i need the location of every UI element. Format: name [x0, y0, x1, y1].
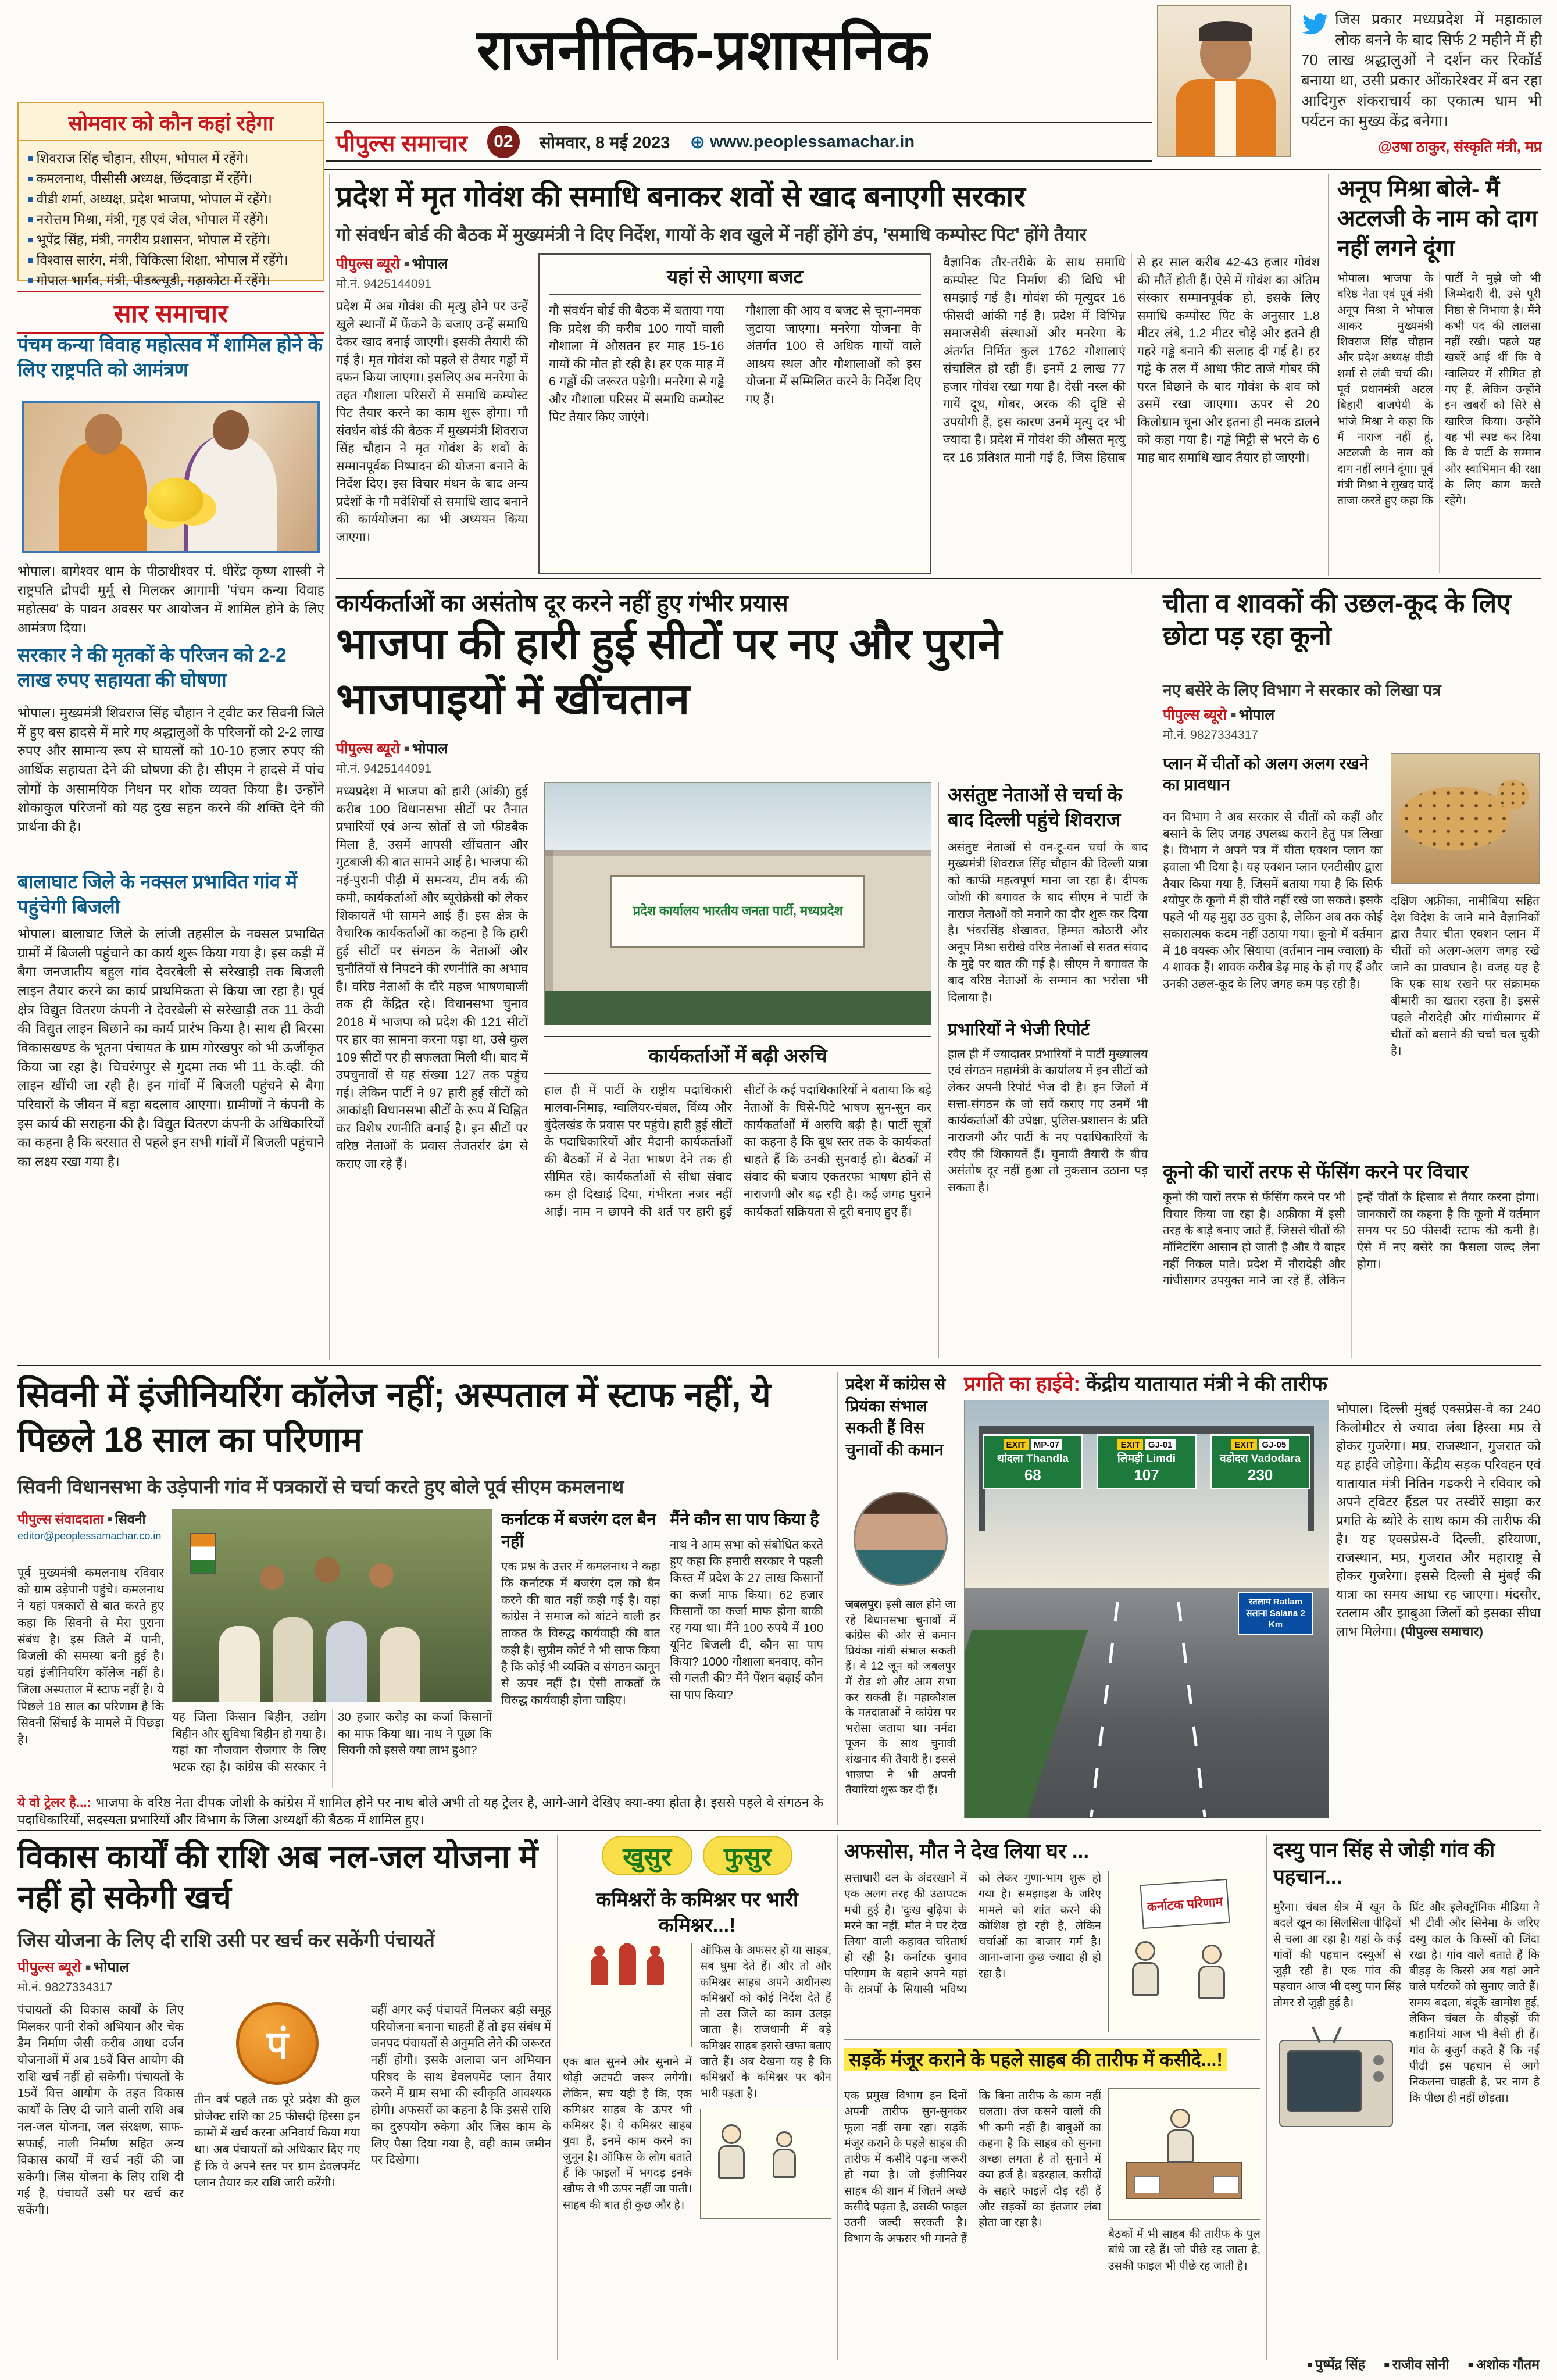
sadak-body-2: बैठकों में भी साहब की तारीफ के पुल बांधे जा रहे हैं। जो पीछे रह जाता है, उसकी फाइल भी पीछे रह जाती है।	[1108, 2228, 1260, 2272]
tv-screen	[1287, 2050, 1362, 2112]
cartoon-figure	[1135, 1941, 1155, 1961]
face	[315, 1557, 340, 1583]
divider	[17, 1365, 1541, 1366]
exit-sign: EXIT MP-07 थांदला Thandla 68	[983, 1434, 1083, 1489]
highway-headline-red: प्रगति का हाईवे:	[964, 1373, 1080, 1395]
pandit-figure	[59, 441, 147, 551]
crowd	[219, 1614, 452, 1702]
khusur-headline: कमिश्नरों के कमिश्नर पर भारी कमिश्नर...!	[596, 1889, 798, 1937]
byline-phone: मो.नं. 9425144091	[336, 762, 431, 776]
brief1-caption: भोपाल। बागेश्वर धाम के पीठाधीश्वर पं. धीरेंद्र कृष्ण शास्त्री ने राष्ट्रपति द्रौपदी मुर्मू से मिलकर आगामी 'पंचम कन्या विवाह महोत्सव' के पावन अवसर पर आयोजन में शामिल होने के लिए आमंत्रण दिया।	[17, 563, 324, 635]
trailer-label: ये वो ट्रेलर है...:	[17, 1795, 92, 1810]
bouquet	[148, 478, 203, 522]
cheetah-byline: पीपुल्स ब्यूरो ■ भोपाल मो.नं. 9827334317	[1163, 705, 1540, 743]
divider	[837, 1372, 838, 1825]
figure	[326, 1621, 367, 1702]
brief3-body: भोपाल। बालाघाट जिले के लांजी तहसील के नक्सल प्रभावित ग्रामों में बिजली पहुंचाने का कार्य शुरू किया गया है। इस कड़ी में बैगा जनजातीय बहुल गांव देवरबेली से सरेखाड़ी तक बिजली लाइन तैयार करने का कार्य प्राथमिकता से किया जा रहा है। पूर्व क्षेत्र विद्युत वितरण कंपनी ने देवरबेली से सरेखाड़ी तक 11 केवी की विद्युत लाइन बिछाने का कार्य प्रारंभ किया है। साथ ही बिरसा विकासखण्ड के भूतना पंचायत के ग्राम गोरखपुर को भी ऊर्जीकृत किया जा रहा है। चिचरंगपुर से गुदमा तक भी 11 के.व्ही. की लाइन खींची जा रही है। इन गांवों में बिजली पहुंचने से बैगा परिवारों के जीवन में बड़ा बदलाव आएगा। ग्रामीणों ने कंपनी के इस कार्य की सराहना की है। विद्युत वितरण कंपनी के अधिकारियों का कहना है कि बरसात से पहले इन सभी गांवों में बिजली पहुंचाने का लक्ष्य रखा गया है।	[17, 926, 324, 1169]
fencing-headline: कूनो की चारों तरफ से फेंसिंग करने पर विचार	[1163, 1161, 1469, 1182]
tweet-text: जिस प्रकार मध्यप्रदेश में महाकाल लोक बनने के बाद सिर्फ 2 महीने में ही 70 लाख श्रद्धालुओं ने दर्शन कर रिकॉर्ड बनाया था, उसी प्रकार ओंकारेश्वर में बन रहा आदिगुरु शंकराचार्य का एकात्म धाम भी पर्यटन का मुख्य केंद्र बनेगा।	[1301, 10, 1542, 130]
divider	[938, 782, 939, 1358]
seoni-byline-block: पीपुल्स संवाददाता ■ सिवनी editor@peoplessamachar.co.in	[17, 1509, 164, 1542]
naljal-col1: पंचायतों की विकास कार्यों के लिए मिलकर पानी रोको अभियान और चेक डैम निर्माण जैसी करीब आधा दर्जन योजनाओं में अब 15वें वित्त आयोग की राशि खर्च नहीं हो सकेगी। पंचायतों के 15वें वित्त आयोग के तहत विकास कार्यों के लिए दी जाने वाली राशि अब नल-जल योजना, जल संरक्षण, साफ-सफाई, नाली निर्माण सहित अन्य विकास कार्यों में खर्च नहीं की जा सकेगी। जिस योजना के लिए राशि दी गई है, पंचायतें उसी पर खर्च कर सकेंगी।	[17, 2003, 184, 2217]
seoni-subhead: सिवनी विधानसभा के उड़ेपानी गांव में पत्रकारों से चर्चा करते हुए बोले पूर्व सीएम कमलनाथ	[17, 1476, 624, 1498]
photo-credit: (पीपुल्स समाचार)	[1400, 1624, 1484, 1639]
chess-pawn-icon	[619, 1943, 636, 1985]
sadak-headline: सड़कें मंजूर कराने के पहले साहब की तारीफ में कसीदे...!	[844, 2047, 1260, 2072]
divider	[17, 1830, 1541, 1831]
byline-phone: मो.नं. 9425144091	[336, 277, 431, 291]
bjp-byline-block: पीपुल्स ब्यूरो ■ भोपाल मो.नं. 9425144091	[336, 738, 528, 777]
priyanka-body: जबलपुर। इसी साल होने जा रहे विधानसभा चुनावों में कांग्रेस की ओर से कमान प्रियंका गांधी संभाल सकती हैं। वे 12 जून को जबलपुर में रोड शो और आम सभा कर सकती हैं। महाकौशल के मतदाताओं ने कांग्रेस पर भरोसा जताया था। नर्मदा पूजन के साथ चुनावी शंखनाद की तैयारी है। इससे भाजपा ने भी अपनी तैयारियां शुरू कर दी हैं।	[845, 1599, 956, 1797]
divider	[329, 174, 330, 1360]
page-number-badge: 02	[487, 126, 520, 158]
aruchi-box	[544, 1036, 931, 1358]
byline-phone: मो.नं. 9827334317	[1163, 728, 1258, 742]
website-link: ⊕ www.peoplessamachar.in	[690, 131, 915, 153]
cartoon-figure	[1202, 1945, 1222, 1964]
schedule-item: ■ शिवराज सिंह चौहान, सीएम, भोपाल में रहेंगे।	[28, 148, 314, 169]
gantry	[979, 1426, 1314, 1434]
schedule-title: सोमवार को कौन कहां रहेगा	[19, 103, 323, 141]
naljal-headline: विकास कार्यों की राशि अब नल-जल योजना में नहीं हो सकेगी खर्च	[17, 1839, 538, 1916]
lead-body: प्रदेश में अब गोवंश की मृत्यु होने पर उन्हें खुले स्थानों में फेंकने के बजाए उन्हें समाधि देकर खाद बनाई जाएगी। इसकी तैयारी की गई है। मृत गोवंश को पहले से तैयार गड्ढों में दफन किया जाएगा। इसलिए अब मनरेगा के तहत गौशाला परिसरों में समाधि कम्पोस्ट पिट तैयार करने का काम शुरू होगा। गौ संवर्धन बोर्ड की बैठक में मुख्यमंत्री शिवराज सिंह चौहान ने मृत गोवंश के शवों के सम्मानपूर्वक निष्पादन की योजना बनाने के निर्देश दिए। इस विचार मंथन के बाद अन्य प्रदेशों के गौ मवेशियों से समाधि खाद बनाने की कार्ययोजना का भी अध्ययन किया जाएगा।	[336, 299, 528, 544]
cheetah-plan-headline: प्लान में चीतों को अलग अलग रखने का प्रावधान	[1163, 755, 1369, 794]
flag	[190, 1533, 216, 1574]
paap-column	[670, 1509, 823, 1788]
cartoon-board: कर्नाटक परिणाम	[1140, 1879, 1230, 1929]
schedule-item: ■ कमलनाथ, पीसीसी अध्यक्ष, छिंदवाड़ा में रहेंगे।	[28, 169, 314, 189]
paap-headline: मैंने कौन सा पाप किया है	[670, 1510, 819, 1529]
chess-pawn-icon	[591, 1955, 608, 1985]
byline-email: editor@peoplessamachar.co.in	[17, 1530, 162, 1542]
cheetah-body-shape	[1399, 787, 1510, 850]
aruchi-body: हाल ही में पार्टी के राष्ट्रीय पदाधिकारी मालवा-निमाड़, ग्वालियर-चंबल, विंध्य और बुंदेलखंड के प्रवास पर पहुंचे। हारी हुई सीटों के पदाधिकारियों और मैदानी कार्यकर्ताओं की बैठकों में वे नेता भाषण देने तक ही सीमित रहे। कार्यकर्ताओं से सीधा संवाद कम ही दिखाई दिया, गंभीरता नजर नहीं आई। नाम न छापने की शर्त पर हारी हुई सीटों के कई पदाधिकारियों ने बताया कि बड़े नेताओं के घिसे-पिटे भाषण सुन-सुन कर कार्यकर्ताओं में अरुचि बढ़ी है। पार्टी सूत्रों का कहना है कि बूथ स्तर तक के कार्यकर्ता चाहते हैं कि उनकी सुनवाई हो। बैठकों में संवाद की बजाय एकतरफा भाषण होने से नाराजगी और बढ़ रही है। कई जगह पुराने कार्यकर्ता सक्रियता से दूरी बनाए हुए हैं।	[544, 1084, 931, 1218]
dateline: जबलपुर।	[845, 1599, 883, 1611]
khusur-col2: ऑफिस के अफसर हों या साहब, सब घुमा देते हैं। और तो और कमिश्नर साहब अपने अधीनस्थ कमिश्नरों को कोई निर्देश देते हैं तो उस जिले का काम उलझ जाता है। राजधानी में बड़े कमिश्नर साहब इससे खफा बताए जाते हैं। अब देखना यह है कि कमिश्नरों के कमिश्नर पर कौन भारी पड़ता है।	[700, 1943, 831, 2360]
antenna	[1333, 2027, 1342, 2043]
columnist-credits	[1209, 2354, 1540, 2373]
cheetah-headline: चीता व शावकों की उछल-कूद के लिए छोटा पड़ रहा कूनो	[1163, 588, 1512, 651]
khusur-col1: एक बात सुनने और सुनाने में थोड़ी अटपटी जरूर लगेगी। लेकिन, सच यही है कि, एक कमिश्नर साहब के ऊपर भी कमिश्नर हैं। ये कमिश्नर साहब युवा हैं, इनमें काम करने का जुनून है। ऑफिस के लोग बताते हैं कि फाइलों में भगदड़ इनके खौफ से भी ऊपर नहीं जा पाती। साहब की बात ही कुछ और है।	[563, 1943, 692, 2360]
figure	[273, 1617, 313, 1702]
divider	[837, 1835, 838, 2360]
schedule-item: ■ भूपेंद्र सिंह, मंत्री, नगरीय प्रशासन, भोपाल में रहेंगे।	[28, 230, 314, 250]
schedule-item: ■ गोपाल भार्गव, मंत्री, पीडब्ल्यूडी, गढ़ाकोटा में रहेंगे।	[28, 270, 314, 291]
anup-headline: अनूप मिश्रा बोले- मैं अटलजी के नाम को दाग नहीं लगने दूंगा	[1337, 176, 1538, 262]
shivraj-headline: असंतुष्ट नेताओं से चर्चा के बाद दिल्ली पहुंचे शिवराज	[948, 784, 1122, 830]
lead-subhead: गो संवर्धन बोर्ड की बैठक में मुख्यमंत्री ने दिए निर्देश, गायों के शव खुले में नहीं होंगे डंप, 'समाधि कम्पोस्ट पिट' होंगे तैयार	[336, 224, 1087, 245]
seoni-below-photo: यह जिला किसान बिहीन, उद्योग बिहीन और सुविधा बिहीन हो गया है। यहां का नौजवान रोजगार के लिए भटक रहा है। कांग्रेस की सरकार ने 30 हजार करोड़ का कर्जा किसानों का माफ किया था। नाथ ने पूछा कि सिवनी को इससे क्या लाभ हुआ?	[172, 1710, 492, 1774]
anup-body: भोपाल। भाजपा के वरिष्ठ नेता एवं पूर्व मंत्री अनूप मिश्रा ने भोपाल आकर मुख्यमंत्री शिवराज सिंह चौहान और प्रदेश अध्यक्ष वीडी शर्मा से लंबी चर्चा की। पूर्व प्रधानमंत्री अटल बिहारी वाजपेयी के भांजे मिश्रा ने कहा कि मैं नाराज नहीं हूं, अटलजी के नाम को दाग नहीं लगने दूंगा। पूर्व मंत्री मिश्रा ने सुखद यादें ताजा करते हुए कहा कि पार्टी ने मुझे जो भी जिम्मेदारी दी, उसे पूरी निष्ठा से निभाया है। मैंने कभी पद की लालसा नहीं रखी। पहले यह खबरें आई थीं कि वे ग्वालियर में सीमित हो गए हैं, लेकिन उन्होंने इन खबरों को सिरे से खारिज किया। उन्होंने यह भी स्पष्ट कर दिया कि वे पार्टी के सम्मान और स्वाभिमान की रक्षा के लिए काम करते रहेंगे।	[1337, 272, 1541, 508]
highway-headline	[964, 1370, 1541, 1397]
karnataka-headline: कर्नाटक में बजरंग दल बैन नहीं	[501, 1510, 656, 1551]
president-invitation-photo	[22, 401, 320, 553]
fusur-pill: फुसुर	[703, 1836, 792, 1875]
exit-signs	[983, 1434, 1310, 1489]
naljal-col2: पं तीन वर्ष पहले तक पूरे प्रदेश की कुल प्रोजेक्ट राशि का 25 फीसदी हिस्सा इन कामों में खर्च करना अनिवार्य किया गया था। अब पंचायतों को अधिकार दिए गए हैं कि वे अपने स्तर पर ग्राम डेवलपमेंट प्लान तैयार कर राशि जारी करेंगी।	[194, 2002, 360, 2360]
cartoon-figure	[1132, 1962, 1159, 1996]
bjp-office-photo	[544, 782, 931, 1025]
bjp-column-1: मध्यप्रदेश में भाजपा को हारी (आंकी) हुई करीब 100 विधानसभा सीटों पर तैनात प्रभारियों एवं अन्य स्रोतों से जो फीडबैक मिला है, उसमें आपसी खींचतान और गुटबाजी की बात सामने आई है। भाजपा की नई-पुरानी पीढ़ी में समन्वय, टीम वर्क की कमी, कार्यकर्ताओं और ब्यूरोक्रेसी को लेकर शिकायतें भी सामने आई हैं। इस क्षेत्र के वैचारिक कार्यकर्ताओं का कहना है कि हारी हुई सीटों पर संगठन के नेताओं और चुनौतियों से निपटने की रणनीति का अभाव है। वरिष्ठ नेताओं के दौरे महज भाषणबाजी तक ही केंद्रित रहे। विधानसभा चुनाव 2018 में भाजपा को प्रदेश की 121 सीटों पर हार का सामना करना पड़ा था, उसे कुल 109 सीटों पर ही सफलता मिली थी। बाद में उपचुनावों से यह संख्या 127 तक पहुंच गई। लेकिन पार्टी ने 97 हारी हुई सीटों को आकांक्षी विधानसभा सीटों के रूप में चिह्नित कर विशेष रणनीति बनाई है। इन सीटों पर वरिष्ठ नेताओं के प्रवास तेजतर्रार ढंग से कराए जा रहे हैं।	[336, 784, 528, 1171]
divider	[844, 2039, 1260, 2040]
cheetah-subhead: नए बसेरे के लिए विभाग ने सरकार को लिखा पत्र	[1163, 681, 1441, 699]
papers	[1213, 2176, 1239, 2193]
lead-column-1	[336, 253, 528, 574]
credit-name: ■ राजीव सोनी	[1384, 2357, 1449, 2372]
sky	[545, 783, 931, 850]
aruchi-title: कार्यकर्ताओं में बढ़ी अरुचि	[544, 1036, 931, 1074]
tv-cartoon	[1273, 2020, 1399, 2134]
byline-phone: मो.नं. 9827334317	[17, 1981, 113, 1994]
budget-box-col1: गौ संवर्धन बोर्ड की बैठक में बताया गया कि प्रदेश की करीब 100 गायों वाली गौशाला में औसतन हर माह 15-16 गायों की मौत हो रही है। हर एक माह में 6 गड्ढों की जरूरत पड़ेगी। मनरेगा से गड्ढे और गौशाला परिसर में समाधि कम्पोस्ट पिट तैयार किए जाएंगे।	[549, 303, 724, 424]
report-headline: प्रभारियों ने भेजी रिपोर्ट	[948, 1020, 1090, 1039]
twitter-icon	[1301, 10, 1329, 41]
commissioner-cartoon-2	[700, 2109, 831, 2219]
cheetah-head-shape	[1497, 780, 1529, 810]
lead-headline: प्रदेश में मृत गोवंश की समाधि बनाकर शवों से खाद बनाएगी सरकार	[336, 180, 1026, 213]
afsos-headline: अफसोस, मौत ने देख लिया घर ...	[844, 1840, 1090, 1863]
khusur-pill: खुसुर	[602, 1836, 692, 1875]
chess-pawn-icon	[647, 1955, 664, 1985]
schedule-box	[17, 102, 324, 288]
brief3-headline: बालाघाट जिले के नक्सल प्रभावित गांव में पहुंचेगी बिजली	[17, 871, 297, 917]
dasyu-headline: दस्यु पान सिंह से जोड़ी गांव की पहचान...	[1273, 1839, 1495, 1888]
priyanka-photo	[854, 1492, 948, 1586]
dasyu-col2: प्रिंट और इलेक्ट्रॉनिक मीडिया ने भी टीवी और सिनेमा के जरिए दस्यु काल के किस्सों को जिंदा रखा है। गांव वाले बताते हैं कि बीहड़ के किस्से अब यहां आने वाले पर्यटकों को सुनाए जाते हैं। समय बदला, बंदूकें खामोश हुईं, लेकिन चंबल के बीहड़ों की कहानियां आज भी वैसी ही हैं। गांव के बुजुर्ग कहते हैं कि नई पीढ़ी इस पहचान से आगे निकलना चाहती है, पर नाम है कि पीछा ही नहीं छोड़ता।	[1409, 1901, 1540, 2104]
sadak-body: एक प्रमुख विभाग इन दिनों अपनी तारीफ सुन-सुनकर फूला नहीं समा रहा। सड़कें मंजूर कराने के पहले साहब की तारीफ में कसीदे पढ़ना जरूरी हो गया है। जो इंजीनियर साहब की शान में जितने अच्छे कसीदे पढ़ता है, उसकी फाइल उतनी जल्दी सरकती है। विभाग के अफसर भी मानते हैं कि बिना तारीफ के काम नहीं चलता। तंज कसने वालों की भी कमी नहीं है। बाबुओं का कहना है कि साहब को सुनना अच्छा लगता है तो सुनाने में क्या हर्ज है। बहरहाल, कसीदों के सहारे फाइलें दौड़ रही हैं और सड़कों का इंतजार लंबा होता जा रहा है।	[844, 2089, 1101, 2245]
tv-knob	[1373, 2055, 1384, 2065]
byline: पीपुल्स ब्यूरो ■ भोपाल	[336, 253, 528, 273]
tv-icon	[1279, 2040, 1393, 2127]
schedule-item: ■ नरोत्तम मिश्रा, मंत्री, गृह एवं जेल, भोपाल में रहेंगे।	[28, 209, 314, 230]
seoni-column-1: पूर्व मुख्यमंत्री कमलनाथ रविवार को ग्राम उड़ेपानी पहुंचे। कमलनाथ ने यहां पत्रकारों से बात करते हुए कहा कि सिवनी से मेरा पुराना संबंध है। इस जिले में पानी, बिजली की समस्या बनी हुई है। यहां इंजीनियरिंग कॉलेज नहीं है। जिला अस्पताल में स्टाफ नहीं है। ये पिछले 18 साल का परिणाम है कि सिवनी सिंचाई के मामले में पिछड़ा है।	[17, 1566, 164, 1746]
priyanka-headline: प्रदेश में कांग्रेस से प्रियंका संभाल सकती हैं विस चुनावों की कमान	[845, 1375, 946, 1459]
highway-photo	[964, 1400, 1329, 1818]
edition-date: सोमवार, 8 मई 2023	[539, 133, 670, 152]
cartoon-figure	[773, 2149, 796, 2178]
cheetah-body-text: वन विभाग ने अब सरकार से चीतों को कहीं और बसाने के लिए जगह उपलब्ध कराने हेतु पत्र लिखा है। विभाग ने अपने पत्र में चीता एक्शन प्लान का हवाला भी दिया है। यह एक्शन प्लान एनटीसीए द्वारा तैयार किया गया है, जिसमें बताया गया है कि सिर्फ श्योपुर के कूनो में ही चीते नहीं रखे जा सकते। इसके पहले भी यह मुद्दा उठ चुका है, लेकिन अब तक कोई सकारात्मक कदम नहीं उठाया गया। कूनो में वर्तमान में 18 वयस्क और सियाया (वर्तमान नाम ज्वाला) के 4 शावक हैं। शावक करीब डेढ़ माह के हो गए हैं और उनकी उछल-कूद के लिए जगह कम पड़ रही है।	[1163, 810, 1383, 991]
karnataka-result-cartoon	[1108, 1871, 1260, 2032]
highway-headline-black: केंद्रीय यातायात मंत्री ने की तारीफ	[1085, 1373, 1327, 1395]
antenna	[1312, 2027, 1321, 2043]
minister-photo	[1157, 5, 1291, 157]
cartoon-figure	[718, 2145, 745, 2179]
pandit-face	[85, 414, 122, 455]
minister-hair	[1199, 21, 1252, 41]
naljal-col3: वहीं अगर कई पंचायतें मिलकर बड़ी समूह परियोजना बनाना चाहती हैं तो इस संबंध में जनपद पंचायतों से अनुमति लेने की जरूरत नहीं होगी। इसके अलावा जन अभियान परिषद के साथ डेवलपमेंट प्लान तैयार करने में ग्राम सभा की स्वीकृति आवश्यक होगी। अफसरों का कहना है कि इससे राशि का दुरुपयोग रुकेगा और जिस काम के लिए पैसा दिया गया है, वही काम जमीन पर दिखेगा।	[371, 2003, 551, 2167]
panchayat-logo: पं	[236, 2002, 319, 2085]
bjp-office-board: प्रदेश कार्यालय भारतीय जनता पार्टी, मध्यप्रदेश	[610, 875, 865, 948]
naljal-byline: पीपुल्स ब्यूरो ■ भोपाल मो.नं. 9827334317	[17, 1957, 551, 1995]
hedge	[545, 991, 931, 1025]
kamalnath-photo	[172, 1509, 492, 1702]
budget-box	[538, 253, 931, 574]
figure	[380, 1627, 420, 1702]
exit-sign: EXIT GJ-01 लिमड़ी Limdi 107	[1097, 1434, 1197, 1489]
afsos-body: सत्ताधारी दल के अंदरखाने में एक अलग तरह की उठापटक मची हुई है। 'दुःख बुढ़िया के मरने का नहीं, मौत ने घर देख लिया' वाली कहावत चरितार्थ हो रही है। कर्नाटक चुनाव परिणाम के बहाने अपने यहां के क्षत्रपों के सियासी भविष्य को लेकर गुणा-भाग शुरू हो गया है। समझाइश के जरिए मामले को शांत करने की कोशिश हो रही है, लेकिन चर्चाओं का बाजार गर्म है। आना-जाना कुछ ज्यादा ही हो रहा है।	[844, 1872, 1101, 1996]
bjp-kicker: कार्यकर्ताओं का असंतोष दूर करने नहीं हुए गंभीर प्रयास	[336, 591, 788, 616]
figure	[219, 1626, 260, 1702]
face	[260, 1566, 284, 1590]
naljal-subhead: जिस योजना के लिए दी राशि उसी पर खर्च कर सकेंगी पंचायतें	[17, 1929, 435, 1951]
highway-caption: भोपाल। दिल्ली मुंबई एक्सप्रेस-वे का 240 किलोमीटर से ज्यादा लंबा हिस्सा मप्र से होकर गुजरेगा। मप्र, राजस्थान, गुजरात को यह हाईवे जोड़ेगा। केंद्रीय सड़क परिवहन एवं यातायात मंत्री नितिन गडकरी ने रविवार को अपने ट्विटर हैंडल पर तस्वीरें साझा कर प्रगति के ब्योरे के साथ काम की तारीफ की है। यह एक्सप्रेस-वे दिल्ली, हरियाणा, राजस्थान, मप्र, गुजरात और महाराष्ट्र से होकर गुजरेगा। इससे दिल्ली से मुंबई की यात्रा का समय आधा रह जाएगा। मंदसौर, रतलाम और झाबुआ जिलों को इसका सीधा लाभ मिलेगा। (पीपुल्स समाचार)	[1336, 1402, 1541, 1639]
cartoon-figure	[1170, 2109, 1190, 2128]
cartoon-figure	[722, 2124, 741, 2144]
cartoon-figure	[1167, 2129, 1194, 2163]
credit-name: ■ पुष्पेंद्र सिंह	[1307, 2357, 1365, 2372]
exit-sign: EXIT GJ-05 वडोदरा Vadodara 230	[1210, 1434, 1310, 1489]
lead-columns-45: वैज्ञानिक तौर-तरीके के साथ समाधि कम्पोस्ट पिट निर्माण की विधि भी समझाई गई है। गोवंश की मृत्युदर 16 फीसदी आंकी गई है। प्रदेश में विभिन्न समाजसेवी संस्थाओं और मनरेगा के अंतर्गत निर्मित कुल 1762 गौशालाएं संचालित हो रही हैं। इनमें 2 लाख 77 हजार गोवंश रखा गया है। देसी नस्ल की गायें दूध, गोबर, अरक की दृष्टि से उपयोगी हैं, इस कारण उनमें मृत्यु दर भी ज्यादा है। प्रदेश में गोवंश की औसत मृत्यु दर 16 प्रतिशत मानी गई है, जिस हिसाब से हर साल करीब 42-43 हजार गोवंश की मौतें होती हैं। ऐसे में गोवंश का अंतिम संस्कार सम्मानपूर्वक हो, इसके लिए समाधि कम्पोस्ट पिट के अनुसार 1.8 मीटर लंबे, 1.2 मीटर चौड़े और इतने ही गहरे गड्ढे बनाने की सलाह दी गई है। हर गड्ढे के तल में आधा फीट ताजे गोबर की परत बिछाने के बाद गोवंश के शव को उसमें रखा जाएगा। ऊपर से 20 किलोग्राम चूना और इतना ही नमक डालने को कहा गया है। गड्ढे मिट्टी से भरने के 6 माह बाद समाधि खाद तैयार हो जाएगी।	[943, 255, 1320, 464]
paper-name: पीपुल्स समाचार	[336, 130, 467, 156]
brief1-headline: पंचम कन्या विवाह महोत्सव में शामिल होने के लिए राष्ट्रपति को आमंत्रण	[17, 334, 323, 380]
tweet-box	[1301, 9, 1542, 156]
papers	[1134, 2176, 1160, 2193]
ratlam-sign: रतलाम Ratlam सलाना Salana 2 Km	[1238, 1592, 1313, 1635]
fencing-body: कूनो की चारों तरफ से फेंसिंग करने पर भी विचार किया जा रहा है। अफ्रीका में इसी तरह के बाड़े बनाए जाते हैं, जिससे चीतों की मॉनिटरिंग आसान हो जाती है और वे बाहर नहीं निकल पाते। प्रदेश में नौरादेही और गांधीसागर उपयुक्त माने जा रहे हैं, लेकिन इन्हें चीतों के हिसाब से तैयार करना होगा। जानकारों का कहना है कि कूनो में वर्तमान समय पर 50 फीसदी स्टाफ की कमी है। ऐसे में नए बसेरे का फैसला जल्द लेना होगा।	[1163, 1191, 1540, 1288]
budget-box-col2: गौशाला की आय व बजट से चूना-नमक जुटाया जाएगा। मनरेगा योजना के अंतर्गत 100 से अधिक गायों वाले आश्रय स्थल और गौशालाओं को इस योजना में सम्मिलित करने के निर्देश दिए गए हैं।	[735, 302, 922, 426]
commissioner-cartoon-1	[563, 1943, 692, 2047]
divider	[336, 578, 1541, 579]
tweet-attribution: @उषा ठाकुर, संस्कृति मंत्री, मप्र	[1377, 138, 1542, 155]
dasyu-col1: मुरैना। चंबल क्षेत्र में खून के बदले खून का सिलसिला पीढ़ियों से चला आ रहा है। यहां के कई गांवों की पहचान दस्युओं से जुड़ी रही है। एक गांव की पहचान आज भी दस्यु पान सिंह तोमर से जुड़ी हुई है।	[1273, 1900, 1401, 2349]
header-rule	[324, 169, 1541, 170]
schedule-list	[19, 141, 323, 298]
trailer-text: भाजपा के वरिष्ठ नेता दीपक जोशी के कांग्रेस में शामिल होने पर नाथ बोले अभी तो यह ट्रेलर है, आगे-आगे देखिए क्या-क्या होता है। इससे पहले वे संगठन के पदाधिकारियों, सदस्यता प्रभारियों और विभाग के जिला अध्यक्षों की बैठक में शामिल हुए।	[17, 1795, 823, 1828]
shivraj-body: असंतुष्ट नेताओं से वन-टू-वन चर्चा के बाद मुख्यमंत्री शिवराज सिंह चौहान की दिल्ली यात्रा को काफी महत्वपूर्ण माना जा रहा है। दीपक जोशी की बगावत के बाद सीएम ने पार्टी के नाराज नेताओं को मनाने का दौर शुरू कर दिया है। भंवरसिंह शेखावत, हिम्मत कोठारी और अनूप मिश्रा सरीखे वरिष्ठ नेताओं से सतत संवाद के मुद्दे पर बात की गई है। सीएम ने बगावत के बाद वरिष्ठ नेताओं के सम्मान का भरोसा भी दिलाया है।	[948, 840, 1148, 1004]
face	[369, 1563, 394, 1588]
cartoon-figure	[1198, 1966, 1225, 1999]
divider	[1328, 174, 1329, 576]
budget-box-title: यहां से आएगा बजट	[549, 263, 921, 295]
date-bar	[326, 122, 1152, 162]
brief2-headline: सरकार ने की मृतकों के परिजन को 2-2 लाख रुपए सहायता की घोषणा	[17, 644, 287, 691]
report-body: हाल ही में ज्यादातर प्रभारियों ने पार्टी मुख्यालय एवं संगठन महामंत्री के कार्यालय में इन सीटों को लेकर अपनी रिपोर्ट भेज दी है। इन जिलों में सत्ता-संगठन के जो सर्वे कराए गए उनमें भी कार्यकर्ताओं की उपेक्षा, पुलिस-प्रशासन के प्रति नाराजगी और पार्टी के नए पदाधिकारियों के रवैए की शिकायतें हैं। चुनावी तैयारी के बीच असंतोष दूर नहीं हुआ तो नुकसान उठाना पड़ सकता है।	[948, 1047, 1148, 1195]
bjp-headline: भाजपा की हारी हुई सीटों पर नए और पुराने भाजपाइयों में खींचतान	[336, 619, 1002, 723]
divider	[557, 1835, 558, 2360]
cartoon-figure	[776, 2131, 792, 2147]
karnataka-body: एक प्रश्न के उत्तर में कमलनाथ ने कहा कि कर्नाटक में बजरंग दल को बैन करने की बात नहीं कही गई है। वहां कांग्रेस ने समाज को बांटने वाली हर ताकत के विरुद्ध कार्यवाही की बात कही है। सुप्रीम कोर्ट ने भी साफ किया है कि कोई भी व्यक्ति व संगठन कानून से ऊपर नहीं है। ऐसी ताकतों के विरुद्ध कार्यवाही होना चाहिए।	[501, 1560, 660, 1707]
page-title: राजनीतिक-प्रशासनिक	[477, 18, 930, 81]
trailer-strip	[17, 1794, 823, 1829]
president-face	[213, 410, 249, 450]
seoni-headline: सिवनी में इंजीनियरिंग कॉलेज नहीं; अस्पताल में स्टाफ नहीं, ये पिछले 18 साल का परिणाम	[17, 1375, 771, 1459]
saar-samachar-title: सार समाचार	[17, 291, 324, 334]
brief2-body: भोपाल। मुख्यमंत्री शिवराज सिंह चौहान ने ट्वीट कर सिवनी जिले में हुए बस हादसे में मारे गए श्रद्धालुओं के परिजनों को 2-2 लाख रुपए और सामान्य रूप से घायलों को 10-10 हजार रुपए की आर्थिक सहायता देने की घोषणा की है। सीएम ने हादसे में पांच लोगों के असामयिक निधन पर शोक व्यक्त किया है। उन्होंने शोकाकुल परिजनों को यह दुख सहन करने की शक्ति देने की प्रार्थना की है।	[17, 705, 324, 834]
cheetah-plan-body: दक्षिण अफ्रीका, नामीबिया सहित देश विदेश के जाने माने वैज्ञानिकों द्वारा तैयार चीता एक्शन प्लान में चीतों को अलग-अलग जगह रखे जाने का प्रावधान है। वजह यह है कि एक साथ रखने पर संक्रामक बीमारी का खतरा रहता है। इससे पहले नौरादेही और गांधीसागर में चीतों को बसाने की चर्चा चल चुकी है।	[1391, 894, 1540, 1058]
schedule-item: ■ विश्वास सारंग, मंत्री, चिकित्सा शिक्षा, भोपाल में रहेंगे।	[28, 250, 314, 270]
minister-sash	[1215, 81, 1236, 157]
credit-name: ■ अशोक गौतम	[1468, 2357, 1540, 2372]
paap-body: नाथ ने आम सभा को संबोधित करते हुए कहा कि हमारी सरकार ने पहली किस्त में प्रदेश के 27 लाख किसानों का कर्जा माफ किया। 62 हजार किसानों का कर्जा माफ होना बाकी रह गया था। मैंने 100 रुपये में 100 यूनिट बिजली दी, कौन सा पाप किया? 1000 गौशाला बनवाए, कौन सी गलती की? मैंने पेंशन बढ़ाई कौन सा पाप किया?	[670, 1538, 823, 1702]
office-flattery-cartoon	[1108, 2088, 1260, 2220]
cheetah-photo	[1391, 753, 1540, 884]
shivraj-column	[948, 782, 1148, 1358]
karnataka-column	[501, 1509, 660, 1788]
schedule-item: ■ वीडी शर्मा, अध्यक्ष, प्रदेश भाजपा, भोपाल में रहेंगे।	[28, 189, 314, 209]
tv-knob	[1373, 2071, 1384, 2082]
khusur-fusur-header	[563, 1836, 831, 1875]
divider	[1266, 1835, 1267, 2360]
